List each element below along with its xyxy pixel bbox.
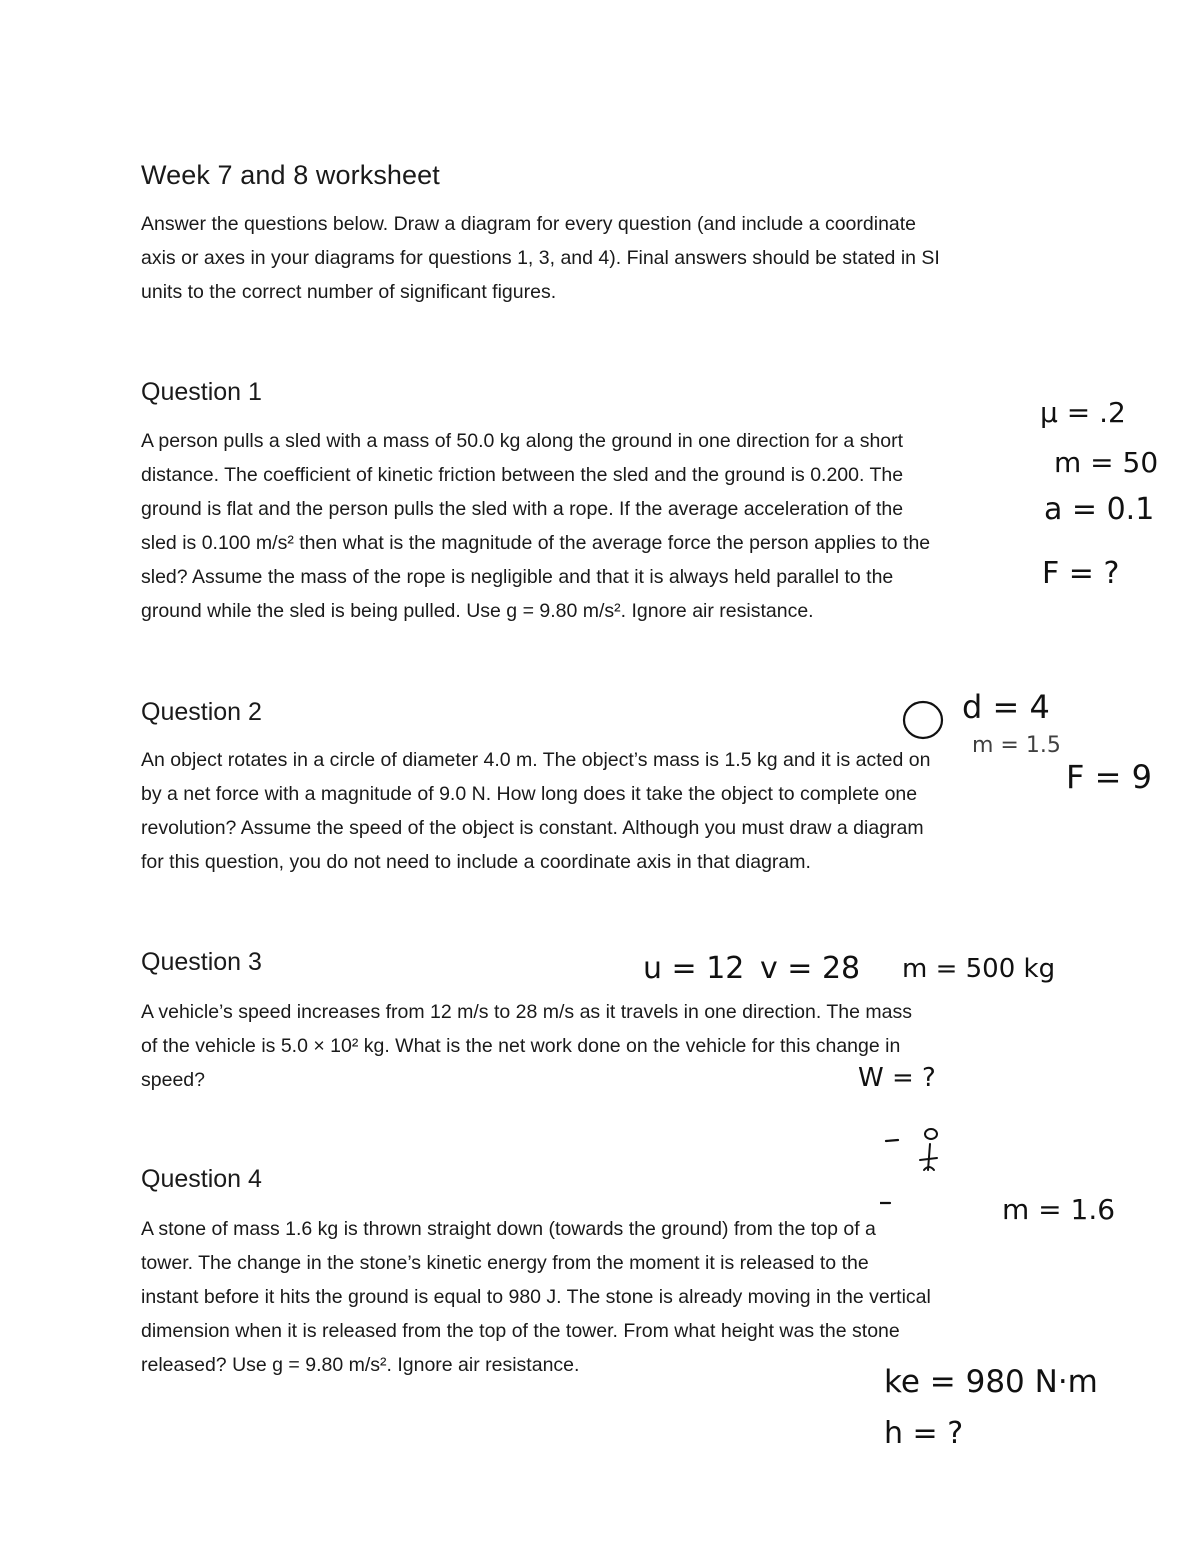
handwritten-note-height: h = ? <box>884 1416 964 1451</box>
handwritten-note-initial-speed: u = 12 <box>643 951 745 986</box>
handwritten-note-kinetic-energy: ke = 980 N·m <box>884 1364 1098 1400</box>
question-line: sled is 0.100 m/s² then what is the magnitude of the average force the person applies to the <box>141 532 931 554</box>
question-1-heading: Question 1 <box>141 378 262 406</box>
scribble-sketch-icon <box>880 1120 950 1220</box>
worksheet-title: Week 7 and 8 worksheet <box>141 160 440 190</box>
handwritten-note-mass: m = 500 kg <box>902 954 1056 984</box>
question-line: for this question, you do not need to include a coordinate axis in that diagram. <box>141 851 811 873</box>
question-line: revolution? Assume the speed of the object is constant. Although you must draw a diagram <box>141 817 924 839</box>
handwritten-note-work: W = ? <box>858 1063 936 1093</box>
handwritten-note-force: F = ? <box>1042 556 1120 591</box>
question-line: ground while the sled is being pulled. Use g = 9.80 m/s². Ignore air resistance. <box>141 600 814 622</box>
question-line: A person pulls a sled with a mass of 50.0 kg along the ground in one direction for a short <box>141 430 904 452</box>
question-1-text <box>141 424 1071 628</box>
question-4-text <box>141 1212 1071 1382</box>
question-line: of the vehicle is 5.0 × 10² kg. What is the net work done on the vehicle for this change in <box>141 1035 901 1057</box>
question-2-heading: Question 2 <box>141 698 262 726</box>
question-line: by a net force with a magnitude of 9.0 N. How long does it take the object to complete one <box>141 783 918 805</box>
handwritten-note-mass: m = 1.5 <box>972 733 1061 758</box>
question-4-heading: Question 4 <box>141 1165 262 1193</box>
question-line: An object rotates in a circle of diameter 4.0 m. The object’s mass is 1.5 kg and it is acted on <box>141 749 931 771</box>
question-3-heading: Question 3 <box>141 948 262 976</box>
handwritten-note-diameter: d = 4 <box>962 688 1050 726</box>
handwritten-note-mu: μ = .2 <box>1040 396 1126 429</box>
handwritten-note-mass: m = 1.6 <box>1002 1193 1116 1226</box>
question-2-text <box>141 743 1071 879</box>
question-line: sled? Assume the mass of the rope is negligible and that it is always held parallel to the <box>141 566 894 588</box>
circle-sketch-icon <box>900 696 950 742</box>
handwritten-note-mass: m = 50 <box>1054 446 1159 479</box>
instructions-line: units to the correct number of significant figures. <box>141 281 557 303</box>
question-line: A stone of mass 1.6 kg is thrown straight down (towards the ground) from the top of a <box>141 1218 876 1240</box>
question-line: speed? <box>141 1069 205 1091</box>
handwritten-note-final-speed: v = 28 <box>760 951 861 986</box>
question-line: dimension when it is released from the top of the tower. From what height was the stone <box>141 1320 900 1342</box>
question-line: ground is flat and the person pulls the sled with a rope. If the average acceleration of the <box>141 498 904 520</box>
question-line: released? Use g = 9.80 m/s². Ignore air resistance. <box>141 1354 580 1376</box>
question-line: A vehicle’s speed increases from 12 m/s to 28 m/s as it travels in one direction. The mass <box>141 1001 912 1023</box>
instructions-line: axis or axes in your diagrams for questions 1, 3, and 4). Final answers should be stated in SI <box>141 247 940 269</box>
instructions-paragraph <box>141 207 1071 309</box>
instructions-line: Answer the questions below. Draw a diagram for every question (and include a coordinate <box>141 213 917 235</box>
handwritten-note-force: F = 9 <box>1066 758 1152 796</box>
question-line: instant before it hits the ground is equal to 980 J. The stone is already moving in the vertical <box>141 1286 931 1308</box>
question-line: tower. The change in the stone’s kinetic energy from the moment it is released to the <box>141 1252 869 1274</box>
question-line: distance. The coefficient of kinetic friction between the sled and the ground is 0.200. The <box>141 464 904 486</box>
handwritten-note-acceleration: a = 0.1 <box>1044 492 1155 527</box>
